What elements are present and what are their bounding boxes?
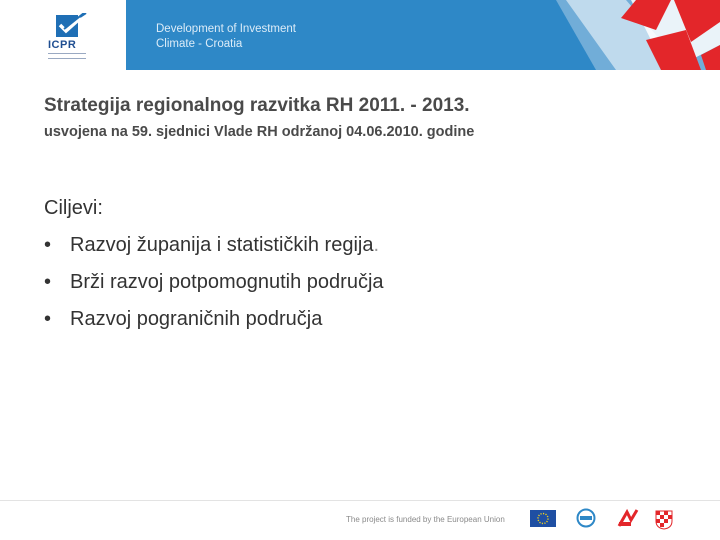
banner bbox=[126, 0, 720, 70]
bullet-text: Razvoj pograničnih područja bbox=[70, 308, 323, 330]
bullet-icon: • bbox=[44, 308, 52, 330]
footer-divider bbox=[0, 500, 720, 501]
slide-subtitle: usvojena na 59. sjednici Vlade RH održanoj 04.06.2010. godine bbox=[44, 124, 475, 140]
list-item bbox=[44, 227, 384, 264]
logo-text: ICPR bbox=[48, 39, 77, 51]
slide-body bbox=[44, 190, 384, 338]
icpr-logo-icon bbox=[50, 13, 92, 39]
eu-flag-icon bbox=[530, 508, 556, 528]
banner-line-2: Climate - Croatia bbox=[156, 38, 243, 50]
bullet-text: Razvoj županija i statističkih regija bbox=[70, 234, 374, 256]
banner-line-1: Development of Investment bbox=[156, 23, 296, 35]
funding-text: The project is funded by the European Union bbox=[346, 515, 505, 524]
bullet-icon: • bbox=[44, 234, 52, 256]
header-banner bbox=[0, 0, 720, 70]
bullet-list bbox=[44, 227, 384, 338]
icpr-logo bbox=[0, 0, 126, 70]
list-item bbox=[44, 301, 384, 338]
logo-underline bbox=[48, 53, 86, 59]
bullet-icon: • bbox=[44, 271, 52, 293]
list-item bbox=[44, 264, 384, 301]
section-heading: Ciljevi: bbox=[44, 197, 103, 219]
bullet-suffix: . bbox=[373, 234, 380, 256]
delegation-logo-icon bbox=[617, 508, 639, 528]
croatian-coat-of-arms-icon bbox=[655, 508, 673, 530]
bullet-text: Brži razvoj potpomognutih područja bbox=[70, 271, 384, 293]
slide-title: Strategija regionalnog razvitka RH 2011. - 2013. bbox=[44, 95, 470, 116]
cfcu-logo-icon bbox=[575, 508, 597, 528]
banner-title bbox=[156, 22, 296, 52]
